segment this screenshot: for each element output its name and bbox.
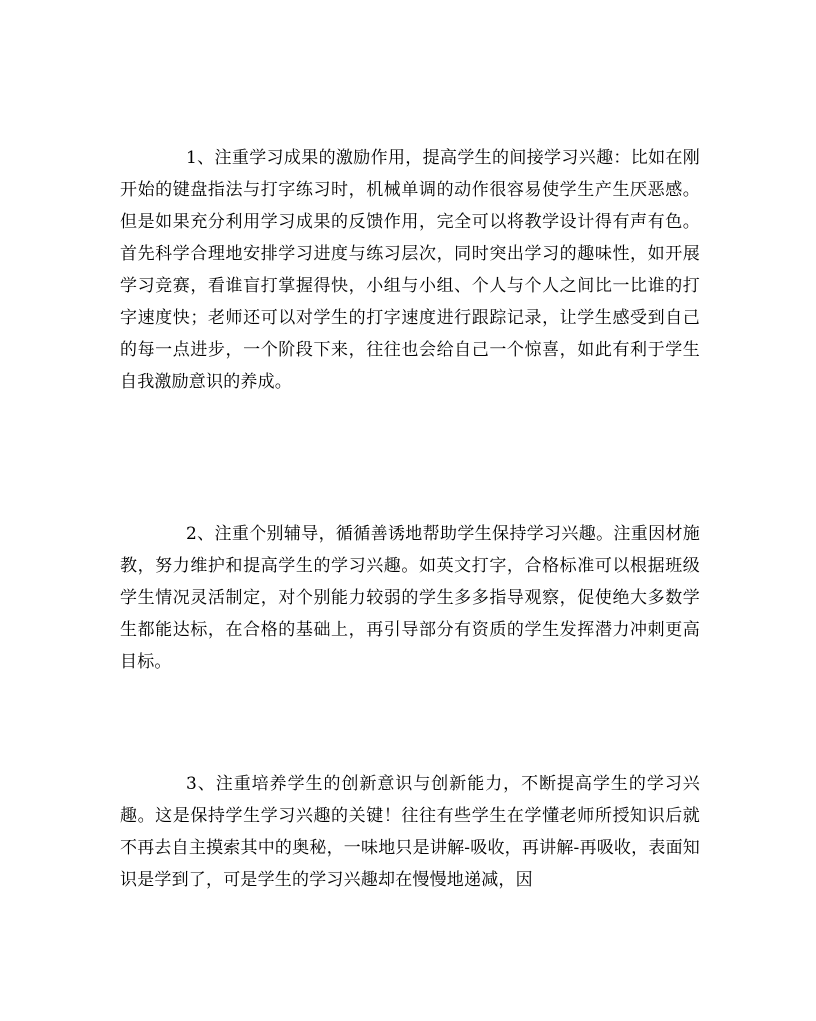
- paragraph-2: 2、注重个别辅导，循循善诱地帮助学生保持学习兴趣。注重因材施教，努力维护和提高学生的学习兴趣。如英文打字，合格标准可以根据班级学生情况灵活制定，对个别能力较弱的学生多多指导观察，促使绝大多数学生都能达标，在合格的基础上，再引导部分有资质的学生发挥潜力冲刺更高目标。: [120, 524, 700, 672]
- paragraph-1: 1、注重学习成果的激励作用，提高学生的间接学习兴趣：比如在刚开始的键盘指法与打字练习时，机械单调的动作很容易使学生产生厌恶感。但是如果充分利用学习成果的反馈作用，完全可以将教学设计得有声有色。首先科学合理地安排学习进度与练习层次，同时突出学习的趣味性，如开展学习竞赛，看谁盲打掌握得快，小组与小组、个人与个人之间比一比谁的打字速度快；老师还可以对学生的打字速度进行跟踪记录，让学生感受到自己的每一点进步，一个阶段下来，往往也会给自己一个惊喜，如此有利于学生自我激励意识的养成。: [120, 148, 700, 392]
- paragraph-3: 3、注重培养学生的创新意识与创新能力，不断提高学生的学习兴趣。这是保持学生学习兴趣的关键！往往有些学生在学懂老师所授知识后就不再去自主摸索其中的奥秘，一味地只是讲解-吸收，再讲解-再吸收，表面知识是学到了，可是学生的学习兴趣却在慢慢地递减，因: [120, 774, 700, 890]
